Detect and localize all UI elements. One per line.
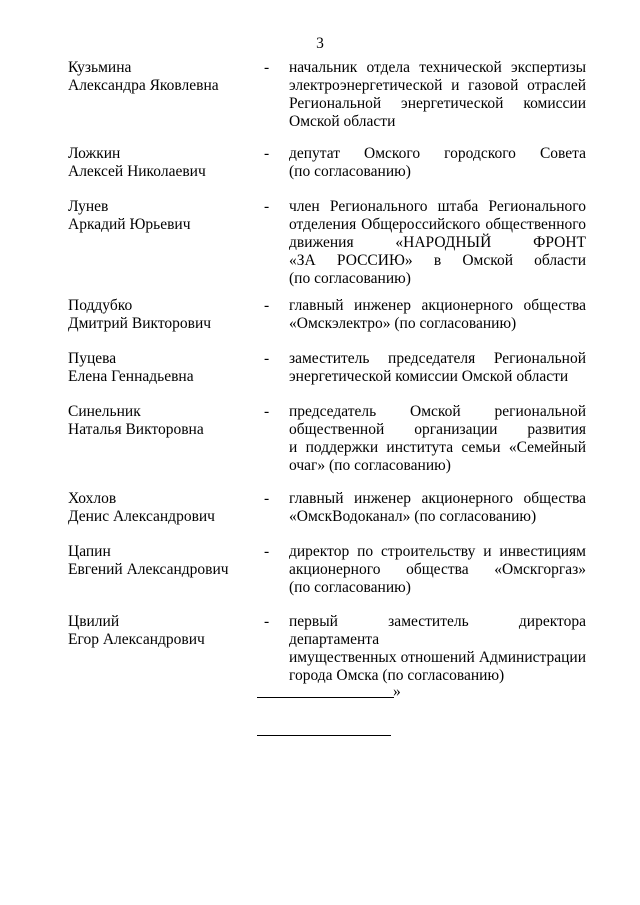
separator-dash: - <box>264 543 270 560</box>
member-surname: Ложкин <box>68 145 121 162</box>
member-role <box>289 490 586 526</box>
member-given-names: Егор Александрович <box>68 631 205 648</box>
role-line: главный инженер акционерного общества <box>289 490 586 507</box>
role-line: (по согласованию) <box>289 270 411 287</box>
member-role <box>289 350 586 386</box>
role-line: начальник отдела технической экспертизы <box>289 59 586 76</box>
role-line: общественной организации развития <box>289 421 586 438</box>
member-name <box>68 543 258 579</box>
member-role <box>289 59 586 131</box>
role-line: директор по строительству и инвестициям <box>289 543 586 560</box>
role-line: очаг» (по согласованию) <box>289 457 451 474</box>
role-line: «ОмскВодоканал» (по согласованию) <box>289 508 537 525</box>
member-name <box>68 297 258 333</box>
member-surname: Цвилий <box>68 613 120 630</box>
role-line: Омской области <box>289 113 396 130</box>
separator-dash: - <box>264 490 270 507</box>
role-line: электроэнергетической и газовой отраслей <box>289 77 586 94</box>
role-line: Региональной энергетической комиссии <box>289 95 586 112</box>
member-given-names: Елена Геннадьевна <box>68 368 194 385</box>
role-line: (по согласованию) <box>289 579 411 596</box>
member-name <box>68 613 258 649</box>
separator-dash: - <box>264 297 270 314</box>
separator-dash: - <box>264 613 270 630</box>
role-line: (по согласованию) <box>289 163 411 180</box>
member-given-names: Александра Яковлевна <box>68 77 219 94</box>
member-given-names: Аркадий Юрьевич <box>68 216 191 233</box>
member-surname: Цапин <box>68 543 111 560</box>
member-name <box>68 490 258 526</box>
role-line: «Омскэлектро» (по согласованию) <box>289 315 517 332</box>
role-line: отделения Общероссийского общественного <box>289 216 586 233</box>
closing-underline <box>257 683 394 698</box>
separator-dash: - <box>264 403 270 420</box>
page-number: 3 <box>316 35 324 52</box>
separator-dash: - <box>264 350 270 367</box>
member-role <box>289 613 586 685</box>
role-line: и поддержки института семьи «Семейный <box>289 439 586 456</box>
member-name <box>68 145 258 181</box>
role-line: движения «НАРОДНЫЙ ФРОНТ <box>289 234 586 251</box>
member-role <box>289 145 586 181</box>
member-surname: Лунев <box>68 198 109 215</box>
role-line: энергетической комиссии Омской области <box>289 368 569 385</box>
member-name <box>68 198 258 234</box>
member-name <box>68 350 258 386</box>
role-line: депутат Омского городского Совета <box>289 145 586 162</box>
member-given-names: Денис Александрович <box>68 508 215 525</box>
member-surname: Кузьмина <box>68 59 132 76</box>
member-given-names: Евгений Александрович <box>68 561 229 578</box>
role-line: член Регионального штаба Регионального <box>289 198 586 215</box>
separator-dash: - <box>264 59 270 76</box>
member-surname: Пуцева <box>68 350 117 367</box>
bottom-rule <box>257 735 391 736</box>
member-role <box>289 543 586 597</box>
member-given-names: Наталья Викторовна <box>68 421 204 438</box>
closing-quote-mark: » <box>393 683 401 700</box>
member-role <box>289 403 586 475</box>
member-given-names: Алексей Николаевич <box>68 163 206 180</box>
role-line: акционерного общества «Омскгоргаз» <box>289 561 586 578</box>
separator-dash: - <box>264 198 270 215</box>
role-line: имущественных отношений Администрации <box>289 649 586 666</box>
role-line: «ЗА РОССИЮ» в Омской области <box>289 252 586 269</box>
member-given-names: Дмитрий Викторович <box>68 315 212 332</box>
role-line: главный инженер акционерного общества <box>289 297 586 314</box>
role-line: председатель Омской региональной <box>289 403 586 420</box>
member-name <box>68 403 258 439</box>
member-surname: Поддубко <box>68 297 133 314</box>
member-surname: Хохлов <box>68 490 117 507</box>
member-role <box>289 297 586 333</box>
member-role <box>289 198 586 288</box>
role-line: города Омска (по согласованию) <box>289 667 505 684</box>
role-line: первый заместитель директора департамента <box>289 613 586 648</box>
role-line: заместитель председателя Региональной <box>289 350 586 367</box>
member-surname: Синельник <box>68 403 141 420</box>
member-name <box>68 59 258 95</box>
separator-dash: - <box>264 145 270 162</box>
